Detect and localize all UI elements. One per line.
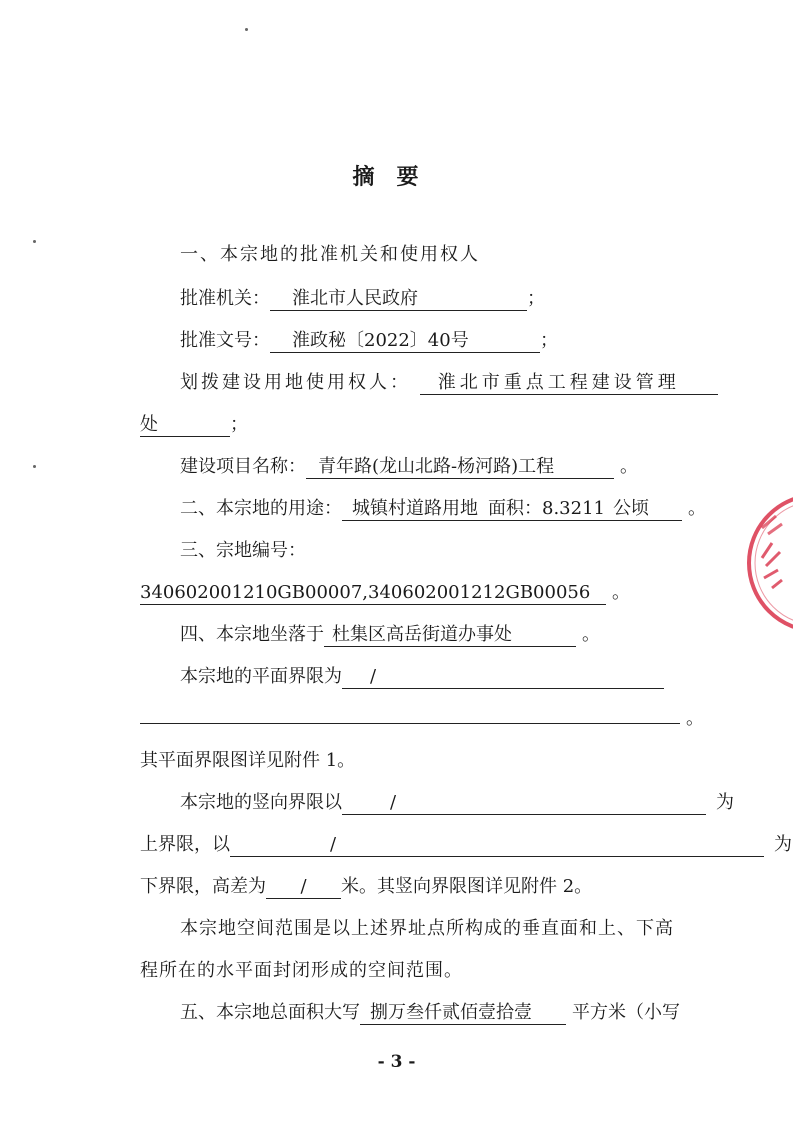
vertical-boundary-label: 本宗地的竖向界限以 (180, 792, 342, 813)
approval-doc-row (180, 330, 558, 353)
lower-limit-row (140, 876, 592, 899)
plane-boundary-blank (140, 722, 680, 724)
scan-speck (33, 465, 36, 468)
approval-doc-value: 淮政秘〔2022〕40号 (270, 330, 540, 353)
land-holder-value-cont: 处 (140, 414, 230, 437)
total-area-suffix: 平方米（小写 (572, 1002, 680, 1023)
approval-authority-value: 淮北市人民政府 (270, 288, 527, 311)
land-use-label: 二、本宗地的用途： (180, 498, 342, 519)
page-number: - 3 - (377, 1052, 416, 1072)
project-name-label: 建设项目名称： (180, 456, 306, 477)
space-range-text-2: 程所在的水平面封闭形成的空间范围。 (140, 960, 463, 981)
location-value: 杜集区高岳街道办事处 (324, 624, 576, 647)
land-holder-label: 划拨建设用地使用权人： (180, 372, 411, 393)
project-name-value: 青年路(龙山北路-杨河路)工程 (306, 456, 614, 479)
scan-speck (245, 28, 248, 31)
section1-heading: 一、本宗地的批准机关和使用权人 (180, 244, 480, 265)
vertical-lower-value: / (230, 834, 764, 857)
height-diff-suffix: 米。其竖向界限图详见附件 2。 (341, 876, 593, 897)
period: 。 (686, 708, 704, 729)
land-use-row (180, 498, 706, 521)
plane-boundary-reference: 其平面界限图详见附件 1。 (140, 750, 356, 771)
lower-limit-label: 下界限，高差为 (140, 876, 266, 897)
upper-limit-label: 上界限，以 (140, 834, 230, 855)
upper-limit-row (140, 834, 792, 857)
parcel-number-label: 三、宗地编号： (180, 540, 306, 561)
approval-authority-row (180, 288, 545, 311)
vertical-boundary-row (180, 792, 734, 815)
area-label: 面积： (488, 498, 542, 519)
vertical-upper-value: / (342, 792, 706, 815)
land-use-type: 城镇村道路用地 (352, 498, 478, 519)
period: 。 (582, 624, 600, 645)
plane-boundary-row (180, 666, 664, 689)
scan-speck (33, 240, 36, 243)
land-holder-value: 淮北市重点工程建设管理 (420, 372, 718, 395)
area-value: 8.3211 (542, 498, 605, 519)
parcel-number-row (140, 582, 630, 605)
official-seal-stamp (742, 488, 793, 638)
plane-boundary-label: 本宗地的平面界限为 (180, 666, 342, 687)
approval-authority-label: 批准机关： (180, 288, 270, 309)
land-holder-row-cont (140, 414, 248, 437)
semicolon: ； (527, 288, 545, 309)
location-label: 四、本宗地坐落于 (180, 624, 324, 645)
semicolon: ； (540, 330, 558, 351)
period: 。 (688, 498, 706, 519)
total-area-label: 五、本宗地总面积大写 (180, 1002, 360, 1023)
plane-boundary-row-cont (140, 708, 704, 730)
land-use-value (342, 498, 682, 521)
project-name-row (180, 456, 638, 479)
page-title: 摘要 (352, 164, 441, 190)
as-text: 为 (716, 792, 734, 813)
space-range-text-1: 本宗地空间范围是以上述界址点所构成的垂直面和上、下高 (180, 918, 674, 939)
period: 。 (612, 582, 630, 603)
total-area-upper-value: 捌万叁仟贰佰壹拾壹 (360, 1002, 566, 1025)
plane-boundary-value: / (342, 666, 664, 689)
area-unit: 公顷 (612, 498, 649, 519)
parcel-number-value: 340602001210GB00007,340602001212GB00056 (140, 582, 606, 605)
as-text: 为 (774, 834, 792, 855)
land-holder-row (180, 372, 718, 395)
location-row (180, 624, 600, 647)
semicolon: ； (230, 414, 248, 435)
period: 。 (620, 456, 638, 477)
approval-doc-label: 批准文号： (180, 330, 270, 351)
height-diff-value: / (266, 876, 341, 899)
total-area-row (180, 1002, 680, 1025)
